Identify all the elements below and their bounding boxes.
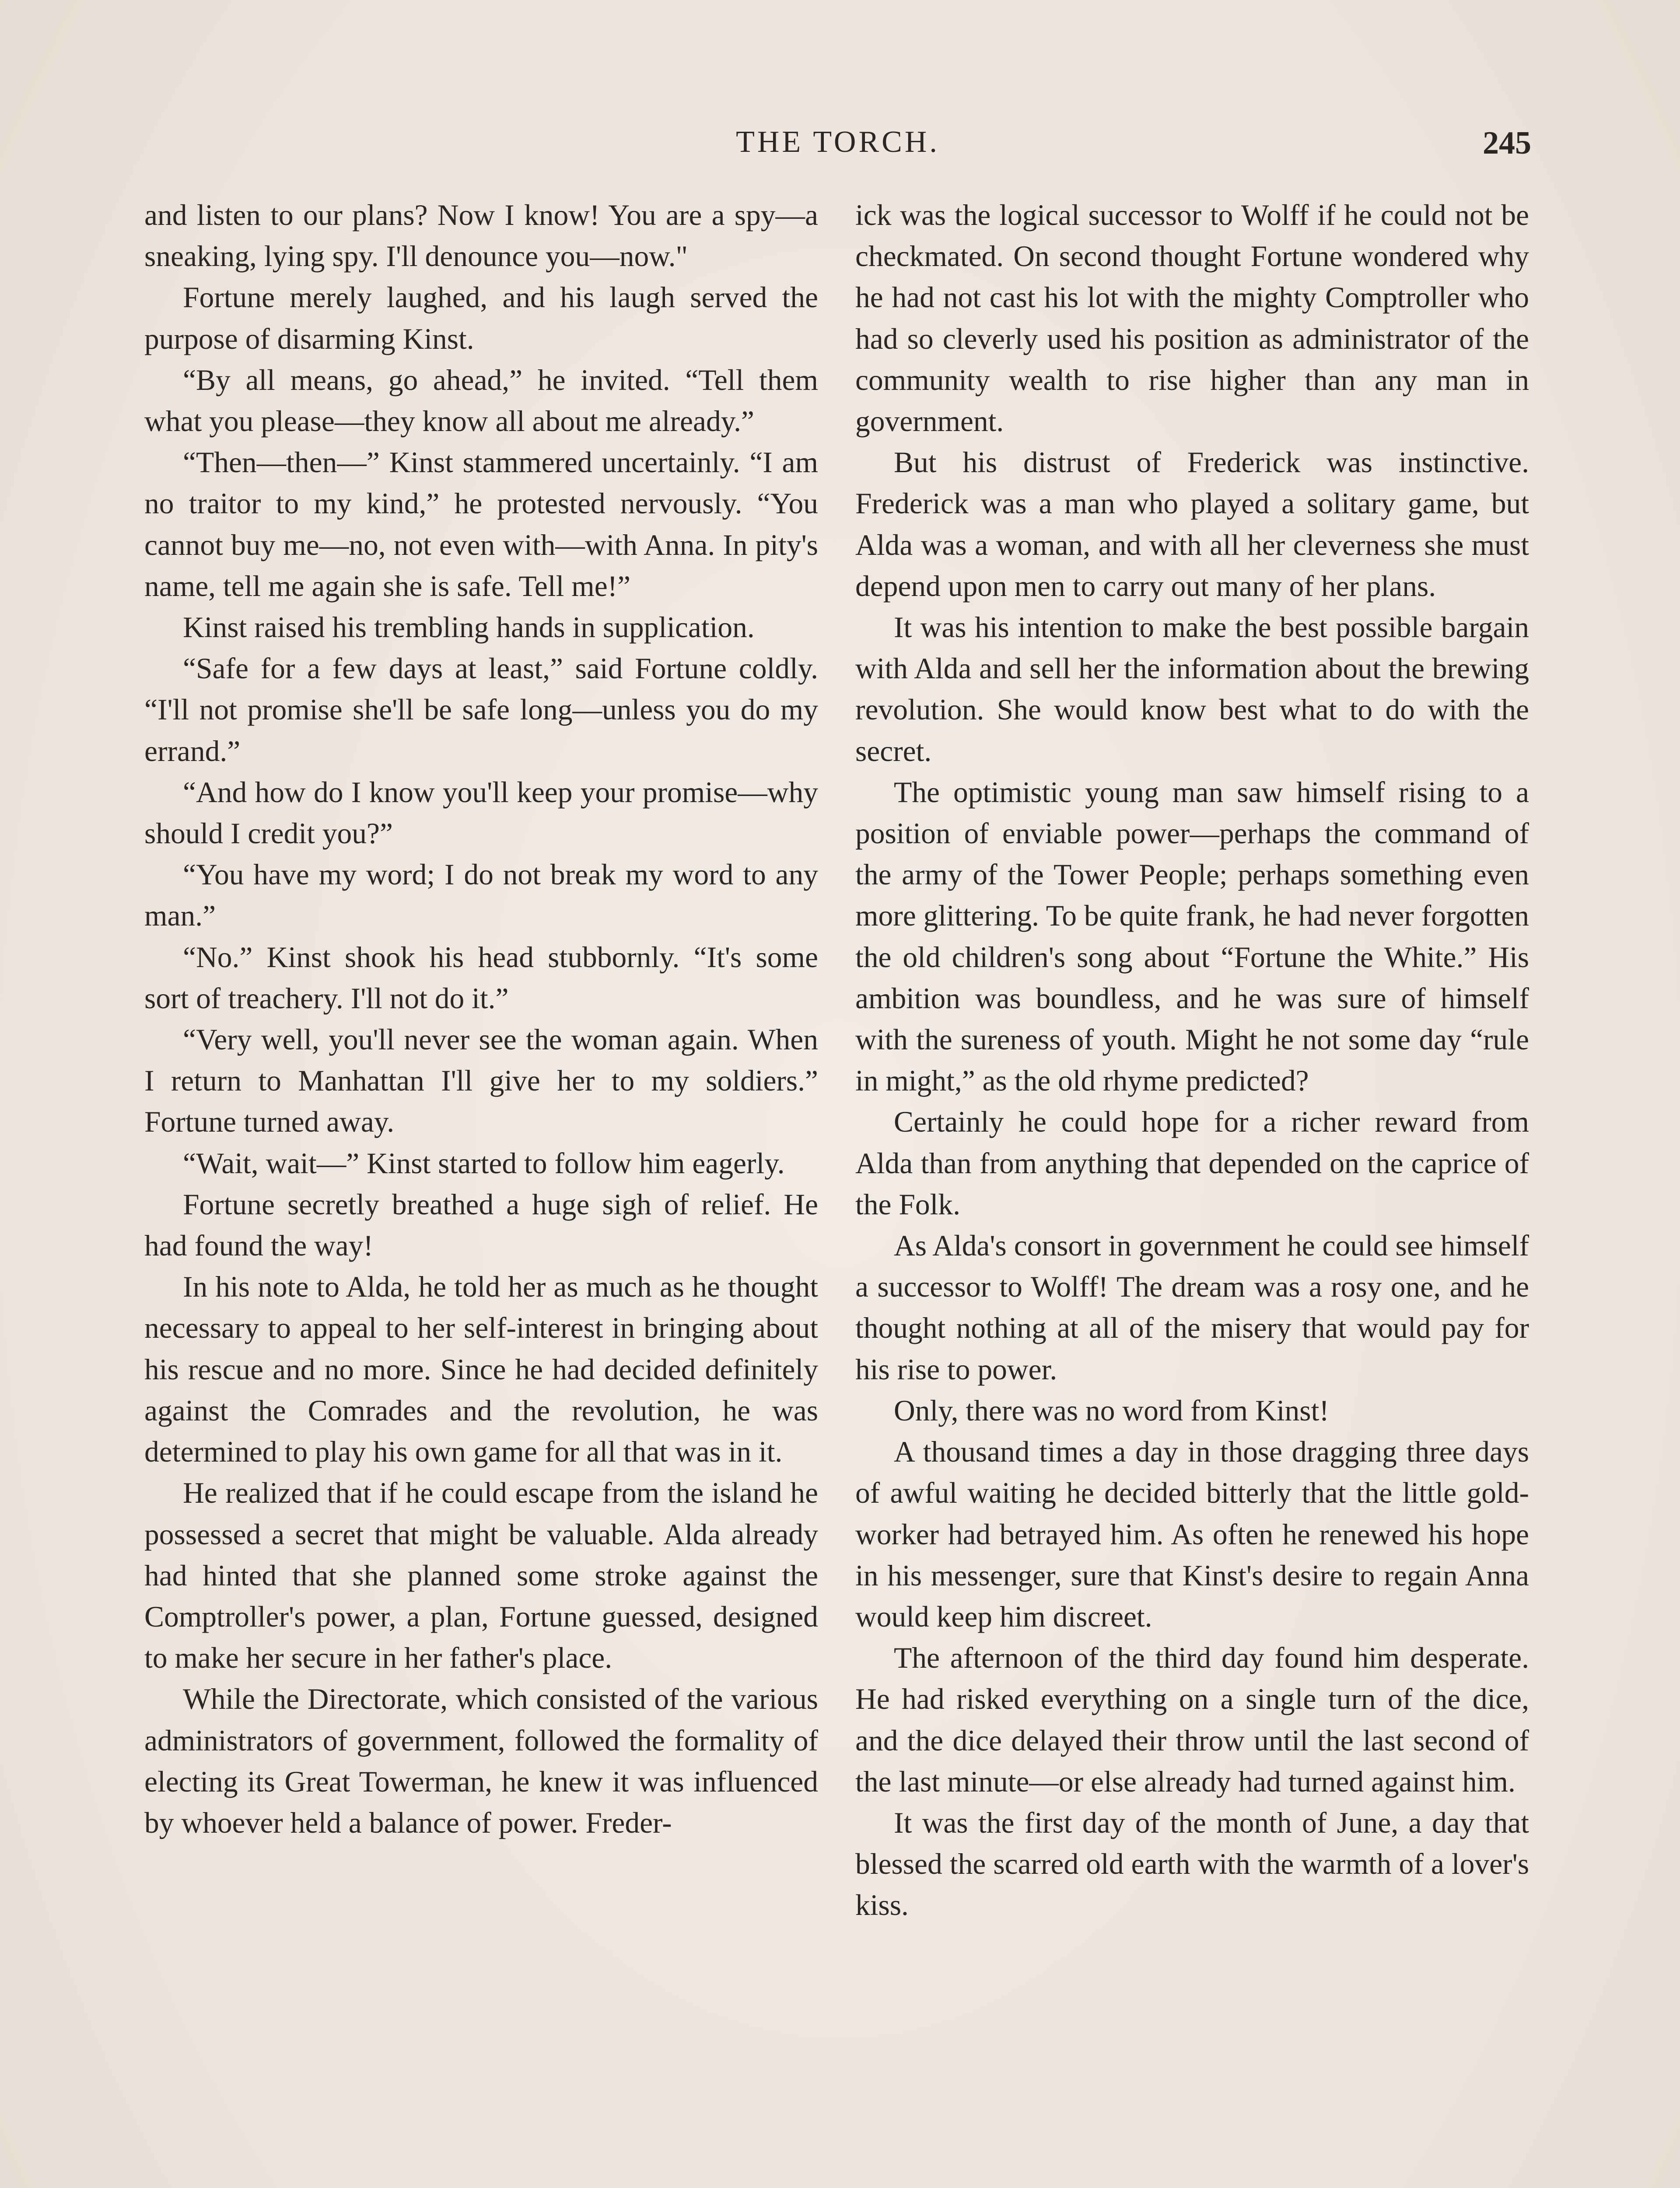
page-header	[144, 125, 1531, 173]
paragraph: Kinst raised his trembling hands in supplication.	[183, 611, 755, 644]
paragraph: Fortune secretly breathed a huge sigh of relief. He had found the way!	[144, 1188, 818, 1262]
paragraph: Fortune merely laughed, and his laugh served the purpose of disarming Kinst.	[144, 281, 818, 355]
paragraph: It was his intention to make the best possible bargain with Alda and sell her the information about the brewing revolution. She would know best what to do with the secret.	[855, 611, 1529, 768]
paragraph: “You have my word; I do not break my word to any man.”	[144, 858, 818, 933]
paragraph: “Very well, you'll never see the woman again. When I return to Manhattan I'll give her to my soldiers.” Fortune turned away.	[144, 1023, 818, 1139]
paragraph: In his note to Alda, he told her as much as he thought necessary to appeal to her self-interest in bringing about his rescue and no more. Since he had decided definitely against the Comrades and the revolution, he was determined to play his own game for all that was in it.	[144, 1270, 818, 1469]
paragraph: It was the first day of the month of June, a day that blessed the scarred old earth with the warmth of a lover's kiss.	[855, 1806, 1529, 1922]
paragraph: Only, there was no word from Kinst!	[894, 1394, 1329, 1427]
paragraph: “No.” Kinst shook his head stubbornly. “It's some sort of treachery. I'll not do it.”	[144, 940, 818, 1015]
page-number: 245	[1483, 125, 1531, 161]
right-column	[855, 195, 1529, 1926]
paragraph: ick was the logical successor to Wolff if he could not be checkmated. On second thought Fortune wondered why he had not cast his lot with the mighty Comptroller who had so cleverly used his position as administrator of the community wealth to rise higher than any man in government.	[855, 199, 1529, 438]
paragraph: While the Directorate, which consisted of the various administrators of government, followed the formality of electing its Great Towerman, he knew it was influenced by whoever held a balance of power. Freder-	[144, 1683, 818, 1839]
paragraph: “Wait, wait—” Kinst started to follow him eagerly.	[183, 1147, 785, 1180]
paragraph: “By all means, go ahead,” he invited. “Tell them what you please—they know all about me already.”	[144, 363, 818, 438]
running-title: THE TORCH.	[736, 125, 940, 159]
paragraph: “Safe for a few days at least,” said Fortune coldly. “I'll not promise she'll be safe long—unless you do my errand.”	[144, 652, 818, 768]
paragraph: “Then—then—” Kinst stammered uncertainly. “I am no traitor to my kind,” he protested nervously. “You cannot buy me—no, not even with—with Anna. In pity's name, tell me again she is safe. Tell me!”	[144, 446, 818, 603]
left-column	[144, 195, 818, 1844]
paragraph: He realized that if he could escape from the island he possessed a secret that might be valuable. Alda already had hinted that she planned some stroke against the Comptroller's power, a plan, Fortune guessed, designed to make her secure in her father's place.	[144, 1476, 818, 1675]
paragraph: A thousand times a day in those dragging three days of awful waiting he decided bitterly that the little gold-worker had betrayed him. As often he renewed his hope in his messenger, sure that Kinst's desire to regain Anna would keep him discreet.	[855, 1435, 1529, 1633]
paragraph: The afternoon of the third day found him desperate. He had risked everything on a single turn of the dice, and the dice delayed their throw until the last second of the last minute—or else already had turned against him.	[855, 1641, 1529, 1798]
paragraph: As Alda's consort in government he could see himself a successor to Wolff! The dream was a rosy one, and he thought nothing at all of the misery that would pay for his rise to power.	[855, 1229, 1529, 1386]
paragraph: “And how do I know you'll keep your promise—why should I credit you?”	[144, 775, 818, 850]
paragraph: But his distrust of Frederick was instinctive. Frederick was a man who played a solitary game, but Alda was a woman, and with all her cleverness she must depend upon men to carry out many of her plans.	[855, 446, 1529, 603]
paragraph: The optimistic young man saw himself rising to a position of enviable power—perhaps the command of the army of the Tower People; perhaps something even more glittering. To be quite frank, he had never forgotten the old children's song about “Fortune the White.” His ambition was boundless, and he was sure of himself with the sureness of youth. Might he not some day “rule in might,” as the old rhyme predicted?	[855, 775, 1529, 1098]
paragraph: Certainly he could hope for a richer reward from Alda than from anything that depended on the caprice of the Folk.	[855, 1105, 1529, 1221]
paragraph: and listen to our plans? Now I know! You are a spy—a sneaking, lying spy. I'll denounce you—now."	[144, 199, 818, 273]
